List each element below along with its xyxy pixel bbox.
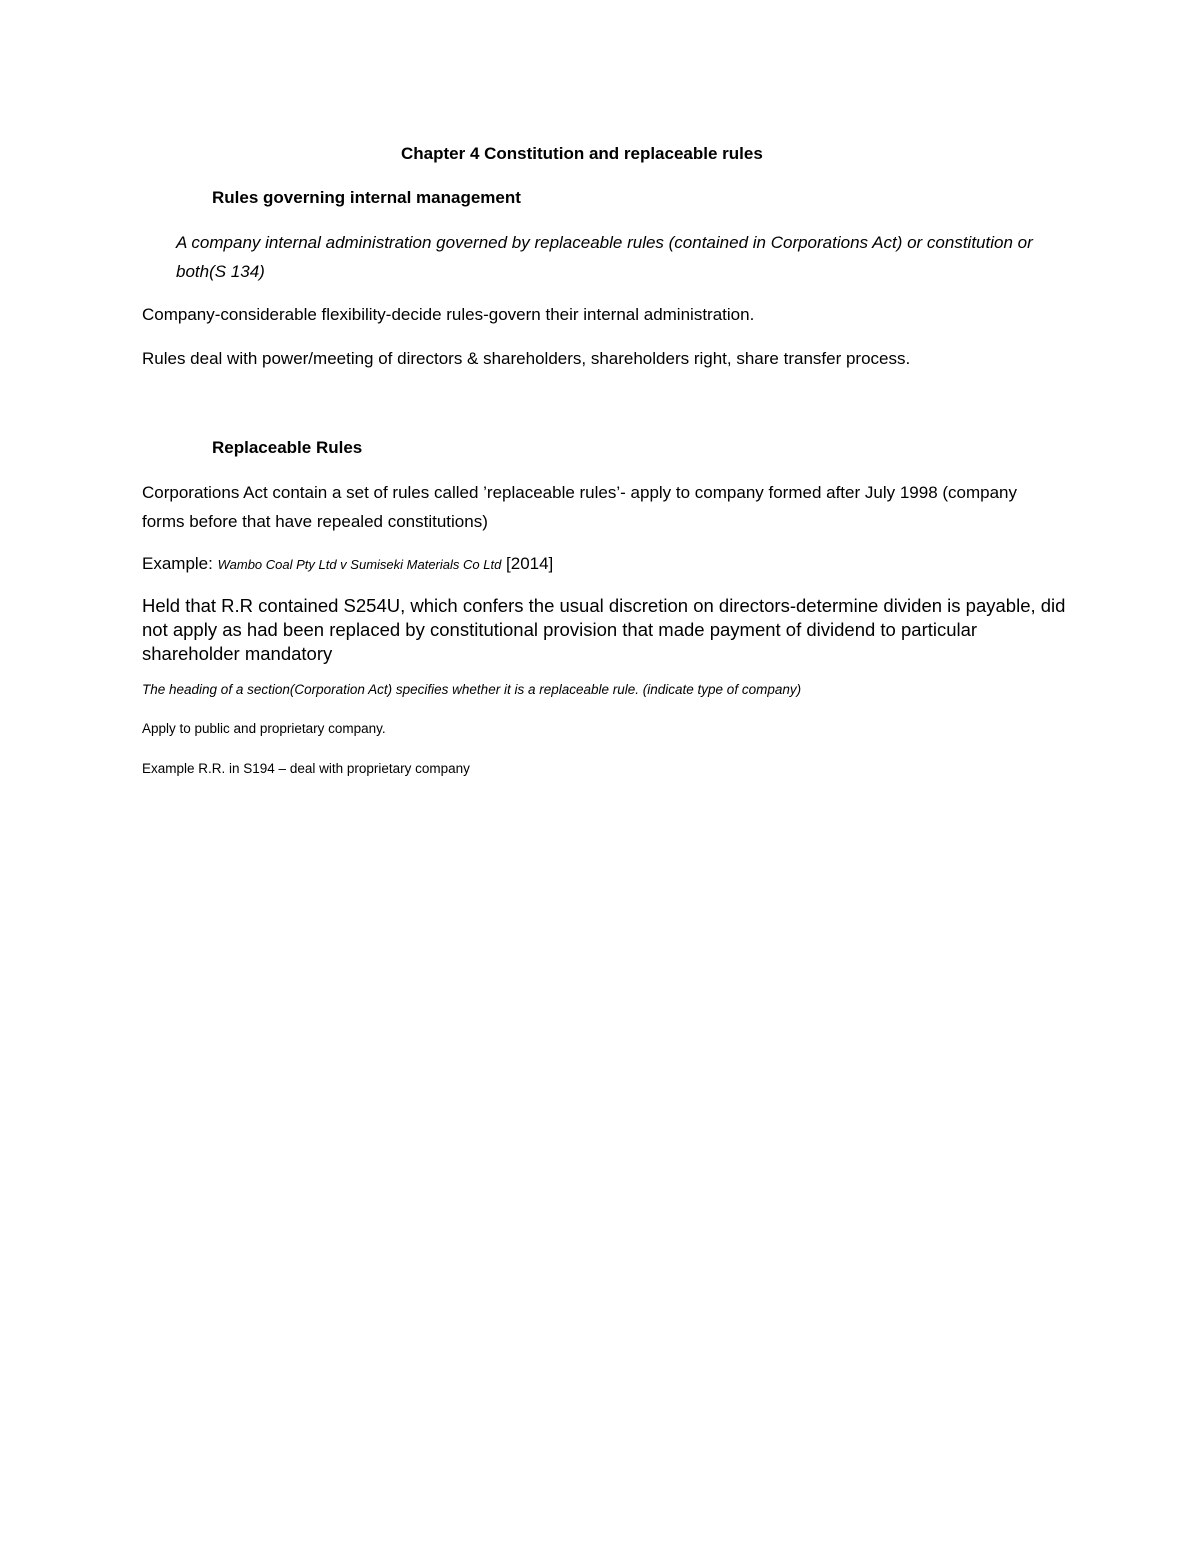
example-s194-note: Example R.R. in S194 – deal with proprietary company (142, 761, 470, 776)
example-case-line (142, 554, 553, 574)
apply-note: Apply to public and proprietary company. (142, 721, 386, 736)
example-case-year: [2014] (501, 554, 554, 573)
replaceable-rules-paragraph: Corporations Act contain a set of rules called ’replaceable rules’- apply to company formed after July 1998 (company forms before that have repealed constitutions) (142, 483, 1018, 531)
held-paragraph: Held that R.R contained S254U, which confers the usual discretion on directors-determine dividen is payable, did not apply as had been replaced by constitutional provision that made payment of dividend to particular shareholder mandatory (142, 595, 1066, 664)
section-heading-internal-management: Rules governing internal management (212, 188, 521, 207)
example-label: Example: (142, 554, 218, 573)
rules-scope-paragraph: Rules deal with power/meeting of directors & shareholders, shareholders right, share transfer process. (142, 349, 911, 368)
example-case-name: Wambo Coal Pty Ltd v Sumiseki Materials Co Ltd (217, 557, 502, 572)
intro-paragraph: A company internal administration governed by replaceable rules (contained in Corporations Act) or constitution or both(S 134) (176, 233, 1033, 281)
section-heading-replaceable-rules: Replaceable Rules (212, 438, 363, 457)
flexibility-paragraph: Company-considerable flexibility-decide rules-govern their internal administration. (142, 305, 755, 324)
heading-note: The heading of a section(Corporation Act) specifies whether it is a replaceable rule. (indicate type of company) (142, 682, 802, 697)
page-title: Chapter 4 Constitution and replaceable rules (401, 144, 763, 163)
